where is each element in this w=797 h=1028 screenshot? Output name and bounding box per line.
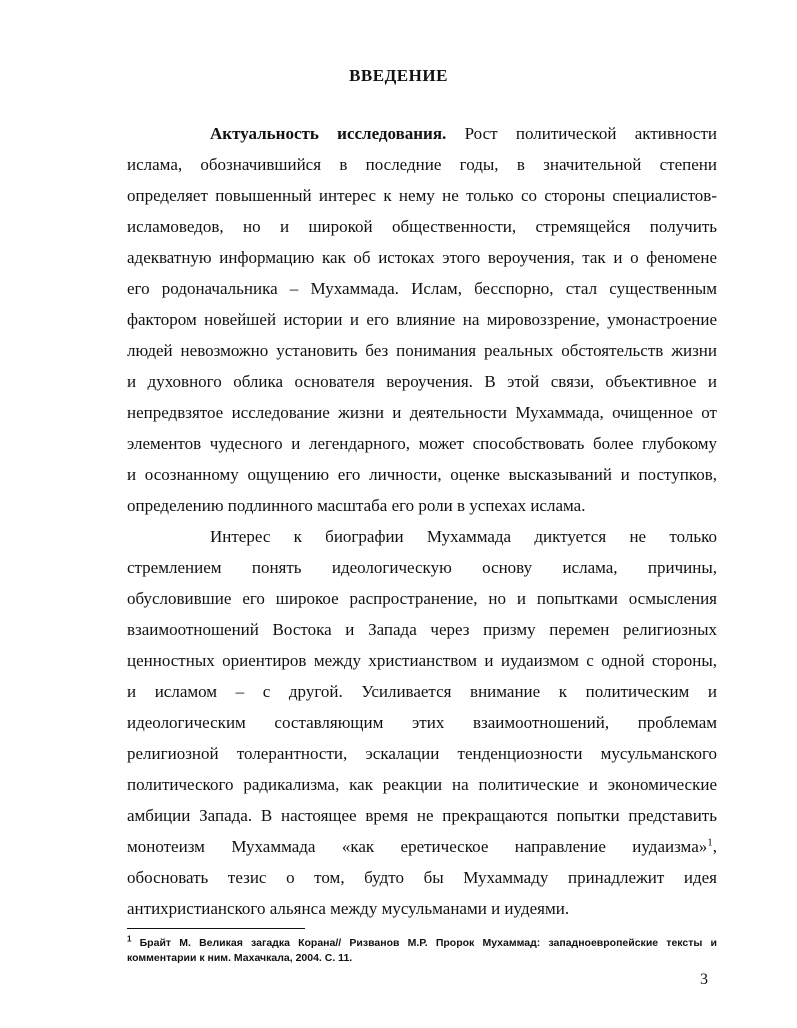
text-line: антихристианского альянса между мусульманами и иудеями. <box>127 899 570 918</box>
text-line: непредвзятое исследование жизни и деятельности Мухаммада, очищенное от <box>127 403 717 422</box>
text-line: элементов чудесного и легендарного, может способствовать более глубокому <box>127 434 717 453</box>
text-line: его родоначальника – Мухаммада. Ислам, бесспорно, стал существенным <box>127 279 717 298</box>
text-line: и исламом – с другой. Усиливается внимание к политическим и <box>127 682 717 701</box>
text-line: амбиции Запада. В настоящее время не прекращаются попытки представить <box>127 806 717 825</box>
topicality-lead: Актуальность исследования. <box>210 124 447 143</box>
text-line: идеологическим составляющим этих взаимоотношений, проблемам <box>127 713 717 732</box>
footnote-text-1: Брайт М. Великая загадка Корана// Ризванов М.Р. Пророк Мухаммад: западноевропейские тексты и <box>131 937 717 949</box>
paragraph-2-first-line: Интерес к биографии Мухаммада диктуется не только <box>210 527 717 546</box>
text-line: обусловившие его широкое распространение, но и попытками осмысления <box>127 589 717 608</box>
footnote-line-2: комментарии к ним. Махачкала, 2004. С. 11. <box>127 952 353 964</box>
quote-line-text: монотеизм Мухаммада «как еретическое направление иудаизма» <box>127 837 708 856</box>
text-line: стремлением понять идеологическую основу ислама, причины, <box>127 558 717 577</box>
footnote-marker: 1 <box>127 934 132 944</box>
page-number: 3 <box>700 971 708 988</box>
text-line: и духовного облика основателя вероучения. В этой связи, объективное и <box>127 372 717 391</box>
text-line: исламоведов, но и широкой общественности, стремящейся получить <box>127 217 717 236</box>
quote-line-tail: , <box>712 837 717 856</box>
text-line: религиозной толерантности, эскалации тенденциозности мусульманского <box>127 744 717 763</box>
text-line: людей невозможно установить без понимания реальных обстоятельств жизни <box>127 341 717 360</box>
text-line: взаимоотношений Востока и Запада через призму перемен религиозных <box>127 620 717 639</box>
text-line: обосновать тезис о том, будто бы Мухаммаду принадлежит идея <box>127 868 717 887</box>
text-line: ценностных ориентиров между христианством и иудаизмом с одной стороны, <box>127 651 717 670</box>
footnote-line-1 <box>127 936 717 950</box>
text-line: определению подлинного масштаба его роли в успехах ислама. <box>127 496 586 515</box>
text-line: политического радикализма, как реакции на политические и экономические <box>127 775 717 794</box>
text-line: адекватную информацию как об истоках этого вероучения, так и о феномене <box>127 248 717 267</box>
text-line: ислама, обозначившийся в последние годы, в значительной степени <box>127 155 717 174</box>
text-line: фактором новейшей истории и его влияние на мировоззрение, умонастроение <box>127 310 717 329</box>
footnote-reference[interactable]: 1 <box>707 836 713 849</box>
paragraph-1-first-line-text: Рост политической активности <box>446 124 717 143</box>
quote-line <box>127 837 717 857</box>
section-title: ВВЕДЕНИЕ <box>349 66 448 85</box>
footnote-divider <box>127 928 305 929</box>
text-line: и осознанному ощущению его личности, оценке высказываний и поступков, <box>127 465 717 484</box>
paragraph-1-first-line <box>210 124 717 144</box>
text-line: определяет повышенный интерес к нему не только со стороны специалистов- <box>127 186 717 205</box>
